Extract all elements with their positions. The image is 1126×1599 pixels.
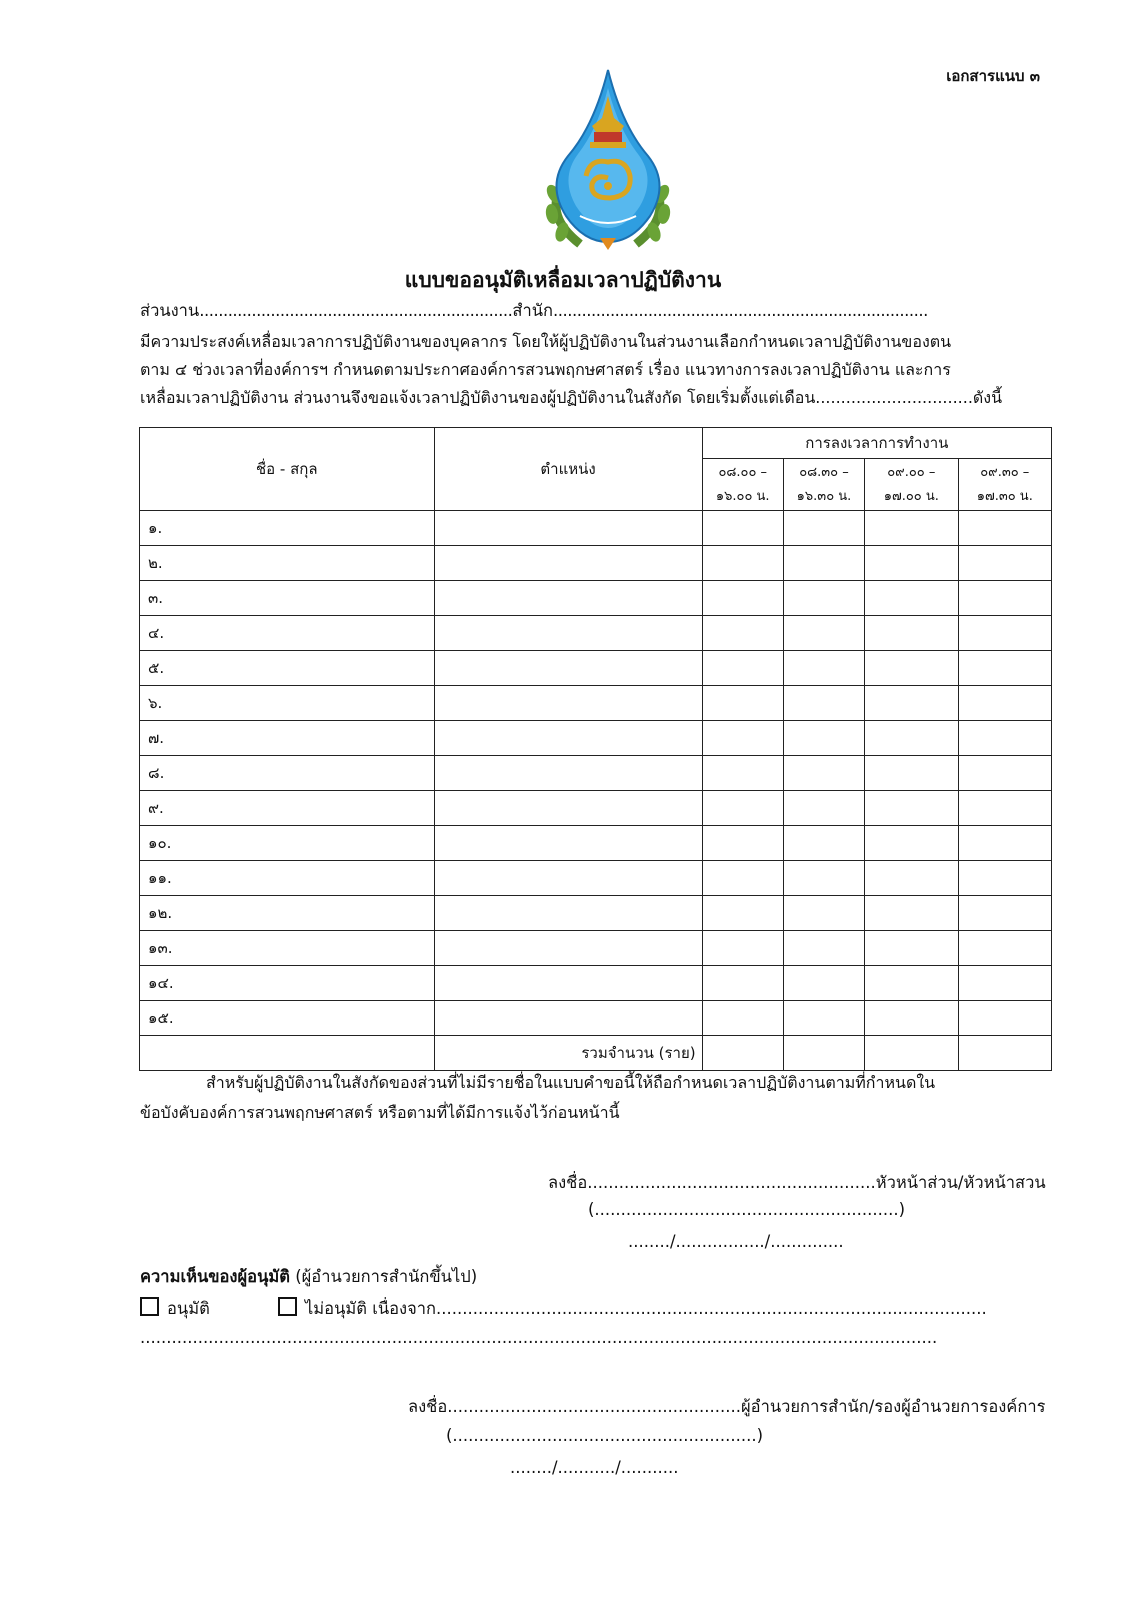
header-time-slot: ๐๘.๓๐ – ๑๖.๓๐ น. <box>783 459 864 511</box>
table-row <box>140 931 1052 966</box>
time-cell[interactable] <box>958 966 1051 1001</box>
time-cell[interactable] <box>783 896 864 931</box>
header-name: ชื่อ - สกุล <box>140 428 435 511</box>
row-number: ๗. <box>140 721 435 756</box>
time-cell[interactable] <box>783 511 864 546</box>
time-cell[interactable] <box>958 826 1051 861</box>
note-paragraph <box>140 1068 1052 1128</box>
time-cell[interactable] <box>865 511 958 546</box>
approver-heading-bold: ความเห็นของผู้อนุมัติ <box>140 1267 290 1286</box>
total-empty-cell <box>140 1036 435 1071</box>
time-cell[interactable] <box>702 966 783 1001</box>
time-cell[interactable] <box>958 721 1051 756</box>
row-number: ๑๔. <box>140 966 435 1001</box>
position-cell[interactable] <box>434 791 702 826</box>
time-cell[interactable] <box>865 861 958 896</box>
position-cell[interactable] <box>434 546 702 581</box>
director-date-line[interactable]: ......../.........../........... <box>510 1458 679 1477</box>
total-cell[interactable] <box>702 1036 783 1071</box>
header-time-slot: ๐๙.๓๐ – ๑๗.๓๐ น. <box>958 459 1051 511</box>
reject-checkbox[interactable] <box>278 1297 297 1316</box>
director-name-line[interactable]: (..........................................................) <box>446 1426 764 1445</box>
total-label: รวมจำนวน (ราย) <box>434 1036 702 1071</box>
reject-option[interactable] <box>278 1296 987 1322</box>
time-cell[interactable] <box>958 581 1051 616</box>
time-cell[interactable] <box>702 511 783 546</box>
time-cell[interactable] <box>783 686 864 721</box>
table-row <box>140 581 1052 616</box>
table-row <box>140 826 1052 861</box>
approve-checkbox[interactable] <box>140 1297 159 1316</box>
time-cell[interactable] <box>783 581 864 616</box>
position-cell[interactable] <box>434 511 702 546</box>
row-number: ๑๒. <box>140 896 435 931</box>
row-number: ๑. <box>140 511 435 546</box>
time-cell[interactable] <box>865 791 958 826</box>
row-number: ๘. <box>140 756 435 791</box>
time-cell[interactable] <box>783 1001 864 1036</box>
header-position: ตำแหน่ง <box>434 428 702 511</box>
time-cell[interactable] <box>783 651 864 686</box>
time-cell[interactable] <box>958 756 1051 791</box>
time-cell[interactable] <box>783 966 864 1001</box>
table-row <box>140 756 1052 791</box>
position-cell[interactable] <box>434 756 702 791</box>
position-cell[interactable] <box>434 966 702 1001</box>
time-cell[interactable] <box>865 966 958 1001</box>
approver-heading <box>140 1264 477 1290</box>
reason-line[interactable]: ........................................................................................................................................................ <box>140 1328 938 1347</box>
table-row <box>140 966 1052 1001</box>
time-cell[interactable] <box>702 756 783 791</box>
time-cell[interactable] <box>702 546 783 581</box>
table-row <box>140 616 1052 651</box>
row-number: ๖. <box>140 686 435 721</box>
header-time-group: การลงเวลาการทำงาน <box>702 428 1051 459</box>
head-signature-line[interactable]: ลงชื่อ.......................................................หัวหน้าส่วน/หัวหน้าสวน <box>548 1173 1046 1192</box>
row-number: ๒. <box>140 546 435 581</box>
time-cell[interactable] <box>865 1001 958 1036</box>
office-label: สำนัก <box>512 301 553 320</box>
time-cell[interactable] <box>865 546 958 581</box>
time-cell[interactable] <box>958 1001 1051 1036</box>
approve-label: อนุมัติ <box>167 1299 210 1318</box>
position-cell[interactable] <box>434 721 702 756</box>
row-number: ๔. <box>140 616 435 651</box>
time-cell[interactable] <box>702 791 783 826</box>
position-cell[interactable] <box>434 826 702 861</box>
table-row <box>140 511 1052 546</box>
time-cell[interactable] <box>865 581 958 616</box>
position-cell[interactable] <box>434 896 702 931</box>
time-cell[interactable] <box>958 686 1051 721</box>
time-cell[interactable] <box>865 826 958 861</box>
header-time-slot: ๐๘.๐๐ – ๑๖.๐๐ น. <box>702 459 783 511</box>
note-line: สำหรับผู้ปฏิบัติงานในสังกัดของส่วนที่ไม่มีรายชื่อในแบบคำขอนี้ให้ถือกำหนดเวลาปฏิบัติงานตามที่กำหนดใน <box>206 1073 936 1092</box>
position-cell[interactable] <box>434 581 702 616</box>
time-cell[interactable] <box>958 546 1051 581</box>
position-cell[interactable] <box>434 616 702 651</box>
time-cell[interactable] <box>865 616 958 651</box>
row-number: ๑๐. <box>140 826 435 861</box>
time-cell[interactable] <box>702 721 783 756</box>
position-cell[interactable] <box>434 861 702 896</box>
position-cell[interactable] <box>434 686 702 721</box>
header-time-slot: ๐๙.๐๐ – ๑๗.๐๐ น. <box>865 459 958 511</box>
time-cell[interactable] <box>783 756 864 791</box>
time-cell[interactable] <box>702 861 783 896</box>
unit-office-line <box>140 298 928 324</box>
row-number: ๕. <box>140 651 435 686</box>
total-cell[interactable] <box>783 1036 864 1071</box>
time-cell[interactable] <box>865 686 958 721</box>
position-cell[interactable] <box>434 651 702 686</box>
office-field[interactable]: ............................................................................... <box>553 301 928 320</box>
time-cell[interactable] <box>865 896 958 931</box>
director-signature-line[interactable]: ลงชื่อ........................................................ผู้อำนวยการสำนัก/รองผู้อำนวยการองค์การ <box>408 1397 1046 1416</box>
time-cell[interactable] <box>702 651 783 686</box>
time-cell[interactable] <box>702 616 783 651</box>
reject-label: ไม่อนุมัติ เนื่องจาก......................................................................................................... <box>305 1299 987 1318</box>
time-cell[interactable] <box>865 651 958 686</box>
schedule-table <box>139 427 1052 1071</box>
table-row <box>140 791 1052 826</box>
time-cell[interactable] <box>958 651 1051 686</box>
time-cell[interactable] <box>702 1001 783 1036</box>
attachment-label: เอกสารแนบ ๓ <box>946 67 1040 85</box>
approver-heading-note: (ผู้อำนวยการสำนักขึ้นไป) <box>295 1267 478 1286</box>
total-cell[interactable] <box>865 1036 958 1071</box>
time-cell[interactable] <box>783 861 864 896</box>
table-row <box>140 546 1052 581</box>
table-row <box>140 896 1052 931</box>
position-cell[interactable] <box>434 931 702 966</box>
time-cell[interactable] <box>702 931 783 966</box>
table-row <box>140 861 1052 896</box>
time-cell[interactable] <box>783 616 864 651</box>
position-cell[interactable] <box>434 1001 702 1036</box>
time-cell[interactable] <box>783 791 864 826</box>
time-cell[interactable] <box>865 721 958 756</box>
organization-emblem-logo <box>540 66 676 252</box>
time-cell[interactable] <box>783 931 864 966</box>
unit-field[interactable]: .................................................................. <box>199 301 513 320</box>
row-number: ๓. <box>140 581 435 616</box>
unit-label: ส่วนงาน <box>140 301 200 320</box>
row-number: ๙. <box>140 791 435 826</box>
intro-line: เหลื่อมเวลาปฏิบัติงาน ส่วนงานจึงขอแจ้งเวลาปฏิบัติงานของผู้ปฏิบัติงานในสังกัด โดยเริ่มตั้งแต่เดือน...............................ดังนี้ <box>140 388 1003 407</box>
time-cell[interactable] <box>702 826 783 861</box>
time-cell[interactable] <box>958 791 1051 826</box>
time-cell[interactable] <box>958 511 1051 546</box>
time-cell[interactable] <box>958 616 1051 651</box>
table-row <box>140 651 1052 686</box>
time-cell[interactable] <box>958 896 1051 931</box>
intro-line: มีความประสงค์เหลื่อมเวลาการปฏิบัติงานของบุคลากร โดยให้ผู้ปฏิบัติงานในส่วนงานเลือกกำหนดเวลาปฏิบัติงานของตน <box>140 332 952 351</box>
table-row <box>140 1001 1052 1036</box>
time-cell[interactable] <box>783 826 864 861</box>
head-name-line[interactable]: (..........................................................) <box>588 1200 906 1219</box>
time-cell[interactable] <box>865 931 958 966</box>
time-cell[interactable] <box>783 546 864 581</box>
total-row <box>140 1036 1052 1071</box>
form-title: แบบขออนุมัติเหลื่อมเวลาปฏิบัติงาน <box>404 268 722 292</box>
time-cell[interactable] <box>783 721 864 756</box>
time-cell[interactable] <box>958 861 1051 896</box>
approve-option[interactable] <box>140 1296 210 1322</box>
time-cell[interactable] <box>958 931 1051 966</box>
time-cell[interactable] <box>702 581 783 616</box>
table-row <box>140 721 1052 756</box>
total-cell[interactable] <box>958 1036 1051 1071</box>
time-cell[interactable] <box>865 756 958 791</box>
note-line: ข้อบังคับองค์การสวนพฤกษศาสตร์ หรือตามที่ได้มีการแจ้งไว้ก่อนหน้านี้ <box>140 1103 620 1122</box>
intro-line: ตาม ๔ ช่วงเวลาที่องค์การฯ กำหนดตามประกาศองค์การสวนพฤกษศาสตร์ เรื่อง แนวทางการลงเวลาปฏิบัติงาน และการ <box>140 360 951 379</box>
intro-paragraph <box>140 328 1052 412</box>
time-cell[interactable] <box>702 896 783 931</box>
head-date-line[interactable]: ......../................./.............. <box>628 1232 844 1251</box>
row-number: ๑๑. <box>140 861 435 896</box>
table-row <box>140 686 1052 721</box>
row-number: ๑๓. <box>140 931 435 966</box>
row-number: ๑๕. <box>140 1001 435 1036</box>
time-cell[interactable] <box>702 686 783 721</box>
